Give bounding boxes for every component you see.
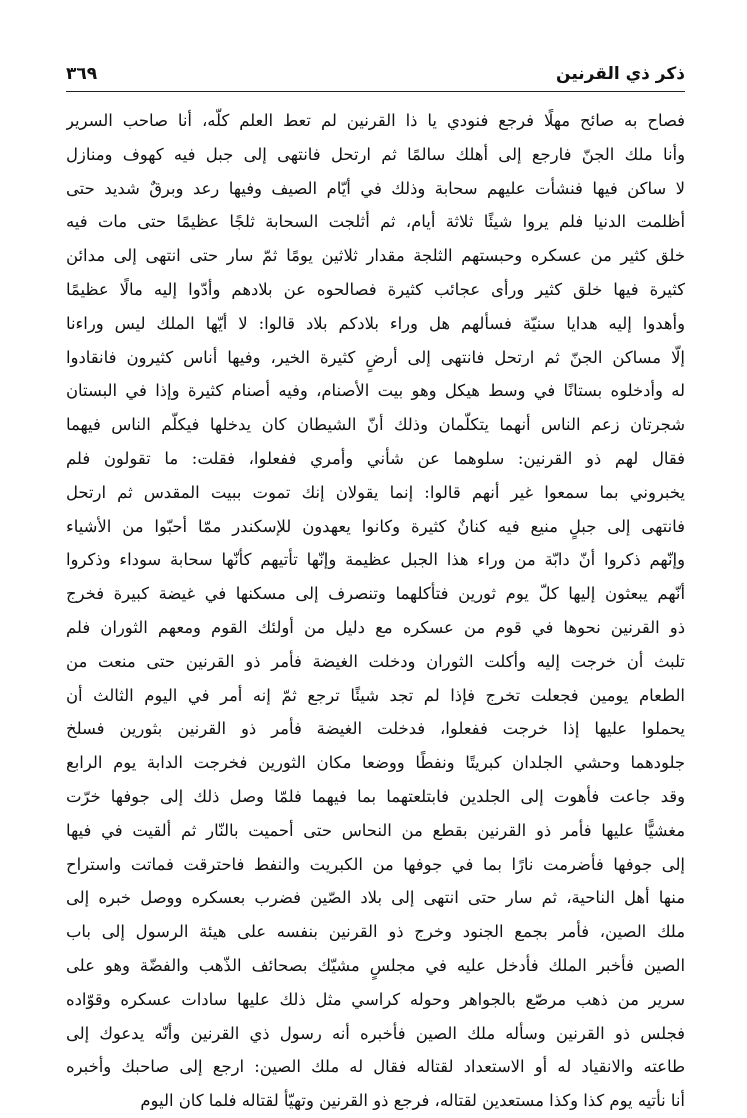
running-header [66,58,685,90]
text-line: سرير من ذهب مرصّع بالجواهر وحوله كراسي مثل ذلك عليها سادات عسكره وقوّاده [66,989,685,1009]
text-line: الصين فأخبر الملك فأدخل عليه في مجلسٍ مشيّك بصحائف الذّهب والفضّة وهو على [66,955,685,975]
text-line: طاعته والانقياد له أو الاستعداد لقتاله فقال له ملك الصين: ارجع إلى صاحبك وأخبره [66,1057,685,1077]
text-line: له وأدخلوه بستانًا في وسط هيكل وهو بيت الأصنام، وفيه أصنام كثيرة وإذا في البستان [66,381,685,401]
text-line: وأهدوا إليه هدايا سنيّة فسألهم هل وراء بلادكم بلاد قالوا: لا أيّها الملك ليس وراءنا [66,313,685,333]
text-line: كثيرة فيها خلق كثير ورأى عجائب كثيرة فصالحوه عن بلادهم وأدّوا إليه مالًا عظيمًا [66,279,685,299]
text-line: أنّهم يبعثون إليها كلّ يوم ثورين فتأكلهما وتنصرف إلى مسكنها في غيضة كبيرة فخرج [66,584,685,604]
text-line: خلق كثير من عسكره وحبستهم الثلجة مقدار ثلاثين يومًا ثمّ سار حتى انتهى إلى مدائن [66,246,685,266]
text-line: فصاح به صائح مهلًا فرجع فنودي يا ذا القرنين لم تعط العلم كلّه، أنا صاحب السرير [66,111,685,130]
page-number: ٣٦٩ [66,64,98,84]
text-line: إلى جوفها فأضرمت نارًا بما في جوفها من الكبريت والنفط فاحترقت فماتت واستراح [66,854,685,874]
text-line: فانتهى إلى جبلٍ منيع فيه كنانٌ كثيرة وكانوا يعهدون للإسكندر ممّا أحبّوا من الأشياء [66,516,685,536]
text-line: يحملوا عليها إذا خرجت ففعلوا، فدخلت الغيضة فأمر ذو القرنين بثورين فسلخ [66,719,685,739]
text-line: وأنا ملك الجنّ فارجع إلى أهلك سالمًا ثم ارتحل فانتهى إلى جبل فيه كهوف ومنازل [66,144,685,164]
text-line: إلّا مساكن الجنّ ثم ارتحل فانتهى إلى أرضٍ كثيرة الخير، وفيها أناس كثيرون فانقادوا [66,347,685,367]
header-rule [66,91,685,92]
text-line: يخبروني بما سمعوا غير أنهم قالوا: إنما يقولان إنك تموت ببيت المقدس ثم ارتحل [66,482,685,502]
text-line: لا ساكن فيها فنشأت عليهم سحابة وذلك في أيّام الصيف وفيها رعد وبرقٌ شديد حتى [66,178,685,198]
text-line: أنا نأتيه يوم كذا وكذا مستعدين لقتاله، فرجع ذو القرنين وتهيّأ لقتاله فلما كان اليوم [140,1091,685,1111]
text-line: جلودهما وحشي الجلدان كبريتًا ونفطًا ووضعا مكان الثورين فخرجت الدابة يوم الرابع [66,753,685,773]
text-line: ملك الصين، فأمر بجمع الجنود وخرج ذو القرنين بنفسه على هيئة الرسول إلى باب [66,922,685,942]
text-line: مغشيًّا عليها فأمر ذو القرنين بقطع من النحاس حتى أحميت بالنّار ثم ألقيت في فيها [66,820,685,840]
text-line: أظلمت الدنيا فلم يروا شيئًا ثلاثة أيام، ثم أثلجت السحابة ثلجًا عظيمًا حتى مات فيه [66,212,685,232]
text-line: فقال لهم ذو القرنين: سلوهما عن شأني وأمري ففعلوا، فقلت: ما تقولون فلم [66,448,685,468]
text-line: منها أهل الناحية، ثم سار حتى انتهى إلى بلاد الصّين فضرب بعسكره ووصل خبره إلى [66,888,685,908]
text-line: الطعام يومين فجعلت تخرج فإذا لم تجد شيئًا ترجع ثمّ إنه أمر في اليوم الثالث أن [66,685,685,705]
chapter-title: ذكر ذي القرنين [556,64,685,84]
text-line: فجلس ذو القرنين وسأله ملك الصين فأخبره أنه رسول ذي القرنين وأنّه يدعوك إلى [66,1023,685,1043]
text-line: شجرتان زعم الناس أنهما يتكلّمان وذلك أنّ الشيطان كان يدخلها فيكلّم الناس فيهما [66,415,685,435]
text-line: وإنّهم ذكروا أنّ دابّة من وراء هذا الجبل عظيمة وإنّها تأتيهم كأنّها سحابة سوداء وذكروا [66,550,685,570]
text-line: ذو القرنين نحوها في قوم من عسكره مع دليل من أولئك القوم ومعهم الثوران فلم [66,617,685,637]
text-line: وقد جاعت فأهوت إلى الجلدين فابتلعتهما بما فيهما فلمّا وصل ذلك إلى جوفها خرّت [66,786,685,806]
body-text [66,104,685,1118]
text-line: تلبث أن خرجت إليه وأكلت الثوران ودخلت الغيضة فأمر ذو القرنين حتى منعت من [66,651,685,671]
